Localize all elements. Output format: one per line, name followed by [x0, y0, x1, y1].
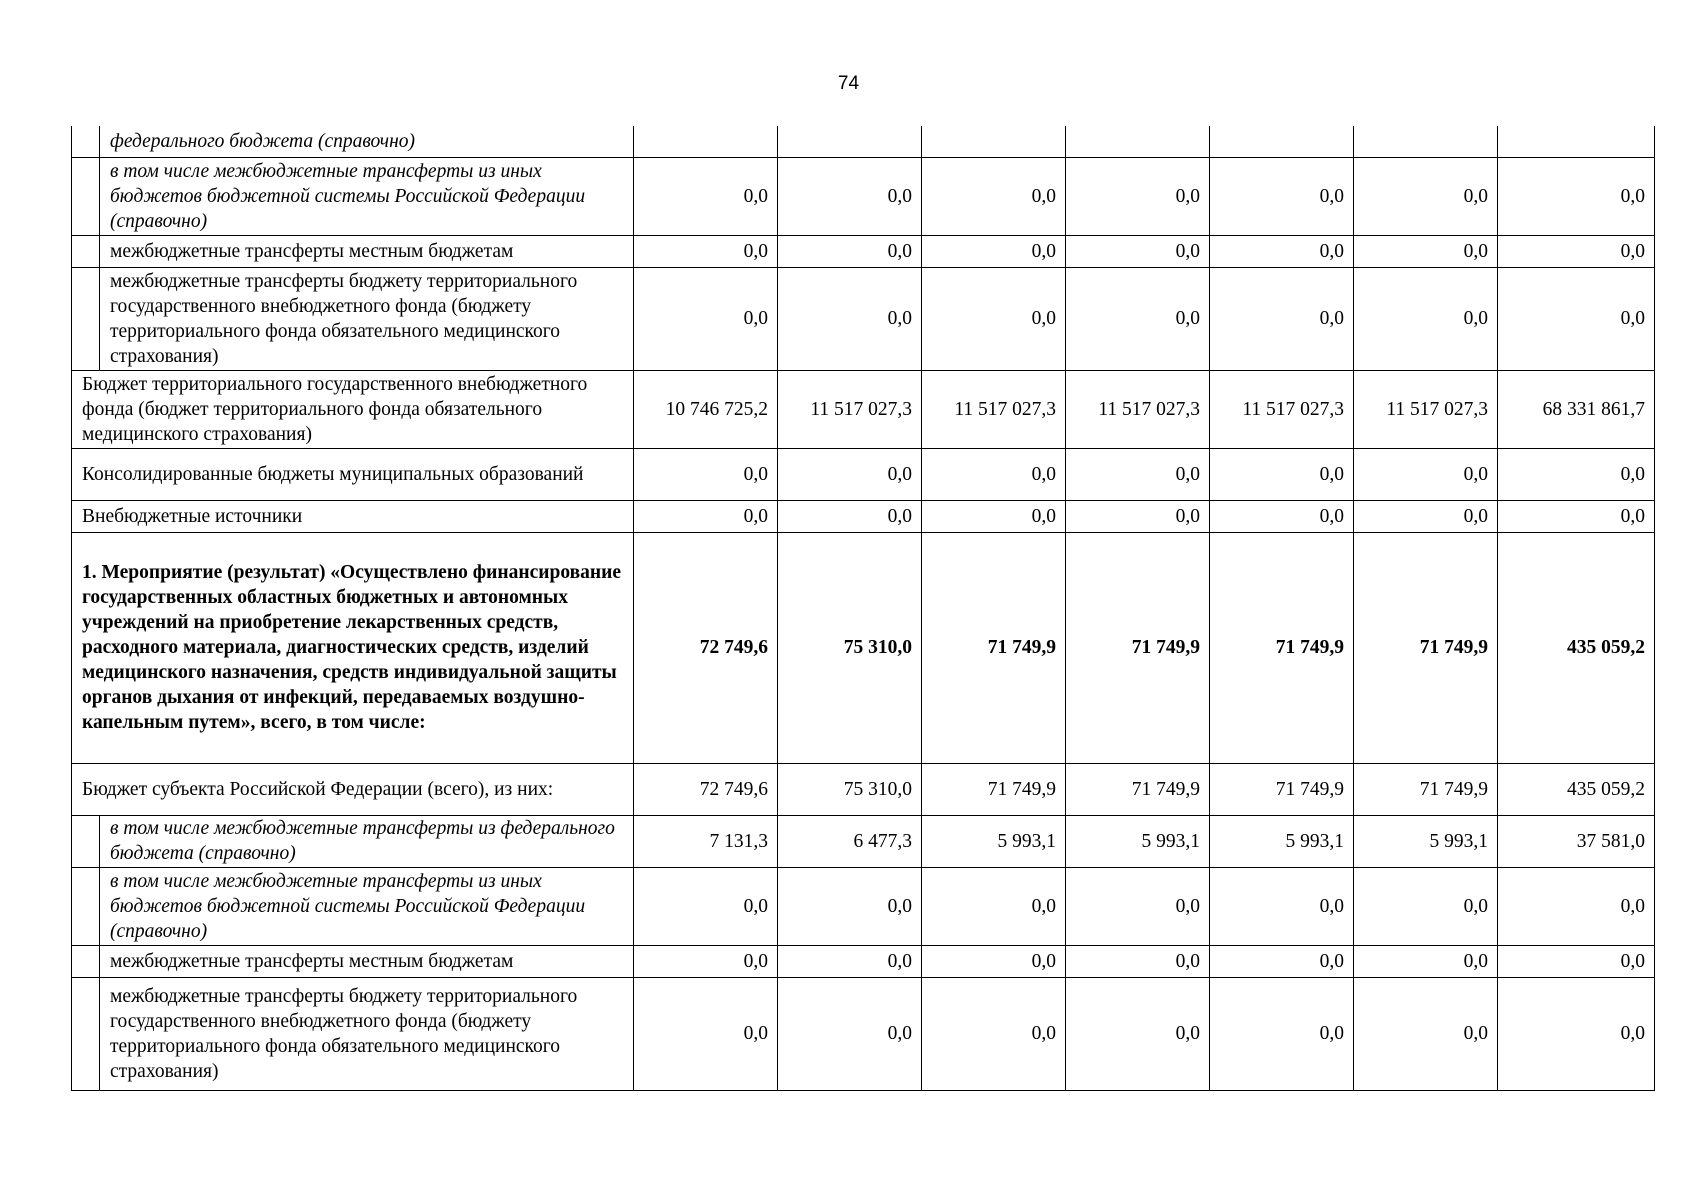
value-cell: 11 517 027,3 — [1354, 370, 1498, 448]
value-cell: 0,0 — [1354, 867, 1498, 945]
value-cell: 0,0 — [1354, 500, 1498, 532]
value-cell: 71 749,9 — [1066, 763, 1210, 815]
value-cell: 0,0 — [778, 500, 922, 532]
value-cell: 0,0 — [1498, 235, 1655, 267]
value-cell: 0,0 — [1210, 945, 1354, 977]
value-cell: 0,0 — [778, 157, 922, 235]
value-cell: 0,0 — [1066, 157, 1210, 235]
value-cell — [634, 126, 778, 157]
value-cell: 0,0 — [1210, 867, 1354, 945]
value-cell: 0,0 — [1066, 977, 1210, 1090]
value-cell: 0,0 — [1210, 267, 1354, 370]
value-cell: 71 749,9 — [1210, 763, 1354, 815]
table-row — [72, 370, 1655, 448]
indent-cell — [72, 235, 100, 267]
value-cell: 0,0 — [1498, 157, 1655, 235]
value-cell — [1498, 126, 1655, 157]
value-cell: 0,0 — [1066, 448, 1210, 500]
value-cell: 11 517 027,3 — [922, 370, 1066, 448]
value-cell: 0,0 — [1210, 448, 1354, 500]
value-cell: 71 749,9 — [1066, 532, 1210, 763]
value-cell: 71 749,9 — [922, 532, 1066, 763]
budget-table — [71, 126, 1655, 1091]
value-cell: 11 517 027,3 — [1066, 370, 1210, 448]
indent-cell — [72, 977, 100, 1090]
value-cell: 0,0 — [1354, 235, 1498, 267]
value-cell: 5 993,1 — [1066, 815, 1210, 867]
value-cell: 0,0 — [1498, 945, 1655, 977]
value-cell: 71 749,9 — [1354, 532, 1498, 763]
row-label: межбюджетные трансферты бюджету территориального государственного внебюджетного фонда (бюджету территориального фонда обязательного медицинского страхования) — [100, 977, 634, 1090]
value-cell: 0,0 — [634, 945, 778, 977]
value-cell: 0,0 — [1498, 977, 1655, 1090]
value-cell: 10 746 725,2 — [634, 370, 778, 448]
value-cell: 0,0 — [1210, 235, 1354, 267]
table-row — [72, 448, 1655, 500]
value-cell: 0,0 — [634, 448, 778, 500]
value-cell: 0,0 — [1210, 500, 1354, 532]
table-row — [72, 977, 1655, 1090]
value-cell: 71 749,9 — [922, 763, 1066, 815]
value-cell: 0,0 — [1210, 157, 1354, 235]
value-cell: 0,0 — [922, 500, 1066, 532]
value-cell — [1354, 126, 1498, 157]
value-cell: 0,0 — [1354, 448, 1498, 500]
row-label: межбюджетные трансферты местным бюджетам — [100, 945, 634, 977]
row-label: Консолидированные бюджеты муниципальных образований — [72, 448, 634, 500]
value-cell: 75 310,0 — [778, 763, 922, 815]
value-cell: 0,0 — [634, 157, 778, 235]
value-cell: 0,0 — [922, 448, 1066, 500]
value-cell: 0,0 — [778, 945, 922, 977]
indent-cell — [72, 267, 100, 370]
table-row — [72, 867, 1655, 945]
row-label: межбюджетные трансферты местным бюджетам — [100, 235, 634, 267]
value-cell: 435 059,2 — [1498, 532, 1655, 763]
table-row — [72, 157, 1655, 235]
value-cell: 0,0 — [1354, 945, 1498, 977]
table-row — [72, 235, 1655, 267]
value-cell: 0,0 — [1498, 867, 1655, 945]
row-label: федерального бюджета (справочно) — [100, 126, 634, 157]
value-cell: 0,0 — [1498, 448, 1655, 500]
table-row — [72, 815, 1655, 867]
value-cell: 0,0 — [1066, 500, 1210, 532]
value-cell: 0,0 — [922, 157, 1066, 235]
value-cell: 0,0 — [634, 235, 778, 267]
indent-cell — [72, 126, 100, 157]
value-cell: 72 749,6 — [634, 763, 778, 815]
row-label: Бюджет территориального государственного внебюджетного фонда (бюджет территориального фонда обязательного медицинского страхования) — [72, 370, 634, 448]
value-cell: 5 993,1 — [1210, 815, 1354, 867]
indent-cell — [72, 867, 100, 945]
value-cell: 0,0 — [922, 977, 1066, 1090]
value-cell — [922, 126, 1066, 157]
value-cell: 6 477,3 — [778, 815, 922, 867]
value-cell: 11 517 027,3 — [778, 370, 922, 448]
value-cell: 37 581,0 — [1498, 815, 1655, 867]
value-cell — [1210, 126, 1354, 157]
indent-cell — [72, 815, 100, 867]
row-label: межбюджетные трансферты бюджету территориального государственного внебюджетного фонда (бюджету территориального фонда обязательного медицинского страхования) — [100, 267, 634, 370]
value-cell: 0,0 — [1066, 945, 1210, 977]
value-cell: 0,0 — [922, 267, 1066, 370]
value-cell: 11 517 027,3 — [1210, 370, 1354, 448]
value-cell: 0,0 — [1498, 267, 1655, 370]
row-label: 1. Мероприятие (результат) «Осуществлено финансирование государственных областных бюджетных и автономных учреждений на приобретение лекарственных средств, расходного материала, диагностических средств, изделий медицинского назначения, средств индивидуальной защиты органов дыхания от инфекций, передаваемых воздушно-капельным путем», всего, в том числе: — [72, 532, 634, 763]
value-cell: 0,0 — [922, 235, 1066, 267]
value-cell: 0,0 — [1066, 867, 1210, 945]
value-cell: 71 749,9 — [1210, 532, 1354, 763]
indent-cell — [72, 945, 100, 977]
table-row — [72, 267, 1655, 370]
value-cell: 0,0 — [922, 867, 1066, 945]
table-row — [72, 126, 1655, 157]
value-cell: 0,0 — [778, 977, 922, 1090]
value-cell: 435 059,2 — [1498, 763, 1655, 815]
row-label: в том числе межбюджетные трансферты из иных бюджетов бюджетной системы Российской Федерации (справочно) — [100, 157, 634, 235]
value-cell: 75 310,0 — [778, 532, 922, 763]
table-row — [72, 945, 1655, 977]
value-cell: 0,0 — [778, 448, 922, 500]
table-row — [72, 532, 1655, 763]
value-cell: 0,0 — [1354, 267, 1498, 370]
table-body — [72, 126, 1655, 1090]
value-cell: 0,0 — [1066, 235, 1210, 267]
value-cell: 0,0 — [1354, 977, 1498, 1090]
page-number: 74 — [837, 73, 860, 94]
value-cell: 0,0 — [1066, 267, 1210, 370]
value-cell: 0,0 — [634, 867, 778, 945]
value-cell: 0,0 — [1354, 157, 1498, 235]
row-label: в том числе межбюджетные трансферты из федерального бюджета (справочно) — [100, 815, 634, 867]
value-cell: 0,0 — [1210, 977, 1354, 1090]
row-label: Бюджет субъекта Российской Федерации (всего), из них: — [72, 763, 634, 815]
value-cell: 0,0 — [634, 267, 778, 370]
value-cell: 5 993,1 — [1354, 815, 1498, 867]
value-cell: 0,0 — [778, 867, 922, 945]
value-cell: 0,0 — [634, 977, 778, 1090]
row-label: в том числе межбюджетные трансферты из иных бюджетов бюджетной системы Российской Федерации (справочно) — [100, 867, 634, 945]
value-cell: 72 749,6 — [634, 532, 778, 763]
row-label: Внебюджетные источники — [72, 500, 634, 532]
value-cell: 0,0 — [778, 235, 922, 267]
value-cell — [778, 126, 922, 157]
value-cell: 0,0 — [634, 500, 778, 532]
value-cell: 71 749,9 — [1354, 763, 1498, 815]
table-row — [72, 500, 1655, 532]
value-cell — [1066, 126, 1210, 157]
value-cell: 0,0 — [1498, 500, 1655, 532]
value-cell: 0,0 — [778, 267, 922, 370]
indent-cell — [72, 157, 100, 235]
value-cell: 5 993,1 — [922, 815, 1066, 867]
value-cell: 0,0 — [922, 945, 1066, 977]
table-row — [72, 763, 1655, 815]
value-cell: 7 131,3 — [634, 815, 778, 867]
value-cell: 68 331 861,7 — [1498, 370, 1655, 448]
